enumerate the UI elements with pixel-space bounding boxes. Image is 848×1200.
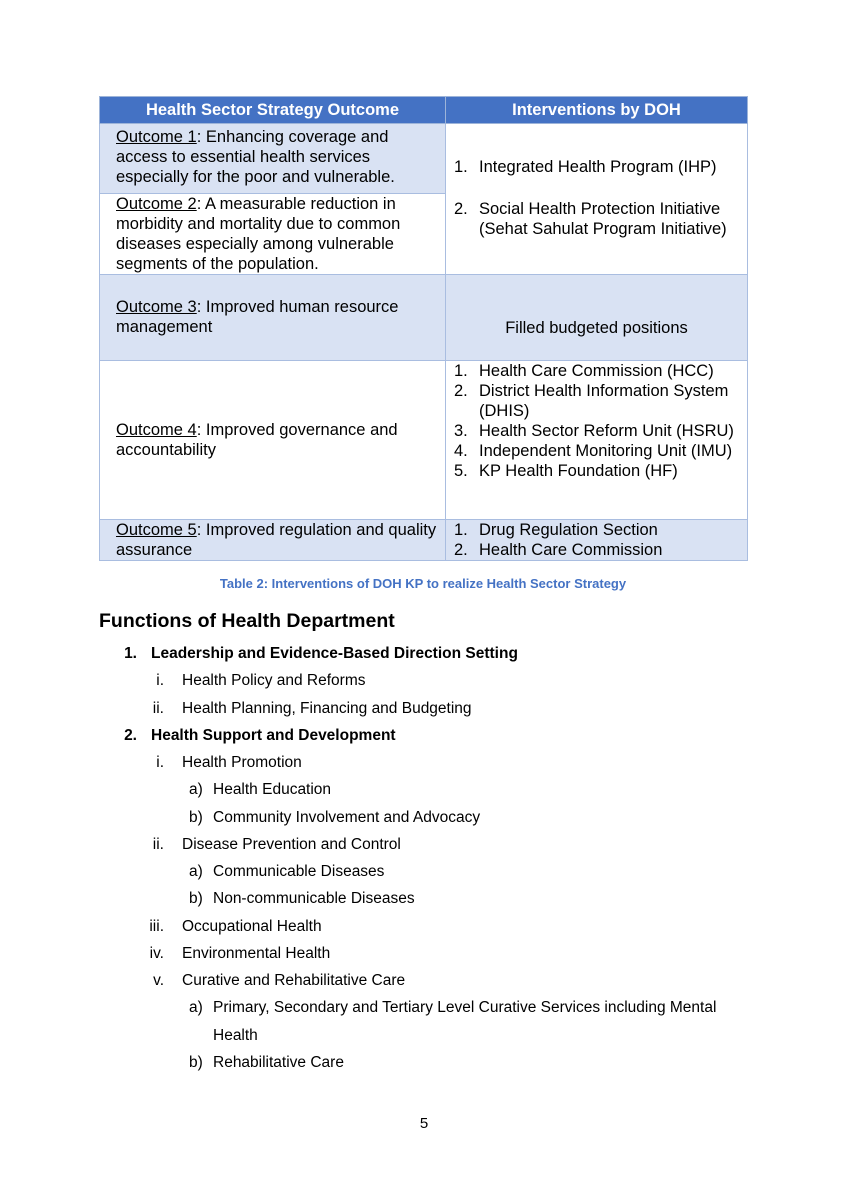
- list-item-text: Health Planning, Financing and Budgeting: [182, 700, 472, 717]
- list-marker: ii.: [152, 700, 164, 717]
- list-marker: i.: [156, 672, 164, 689]
- interventions-3-cell: [446, 275, 748, 361]
- outcome-2-text: : A measurable reduction in morbidity and mortality due to common diseases especially among vulnerable segments of the population.: [116, 195, 401, 273]
- interventions-1-2-list: [452, 157, 741, 239]
- list-item-text: Community Involvement and Advocacy: [213, 809, 481, 826]
- list-marker: 1.: [124, 645, 137, 662]
- interventions-table: [99, 96, 748, 561]
- table-row: [100, 361, 748, 520]
- interventions-4-list: [452, 361, 741, 481]
- list-item-text: Curative and Rehabilitative Care: [182, 972, 406, 989]
- list-item-text: Health: [213, 1027, 258, 1044]
- header-interventions: Interventions by DOH: [446, 97, 748, 124]
- outcome-2-label: Outcome 2: [116, 195, 197, 213]
- list-marker: b): [189, 890, 203, 907]
- list-marker: iii.: [149, 918, 164, 935]
- list-item: 3. Health Sector Reform Unit (HSRU): [454, 422, 734, 440]
- outcome-5-text: : Improved regulation and quality assurance: [116, 521, 437, 559]
- list-marker: v.: [153, 972, 164, 989]
- outcome-4-label: Outcome 4: [116, 421, 197, 439]
- outcome-5-cell: [100, 520, 446, 561]
- list-marker: a): [189, 863, 203, 880]
- outcome-1-text: : Enhancing coverage and access to essential health services especially for the poor and vulnerable.: [116, 128, 395, 186]
- list-item-text: Rehabilitative Care: [213, 1054, 344, 1071]
- list-marker: b): [189, 809, 203, 826]
- list-marker: iv.: [149, 945, 164, 962]
- interventions-4-cell: [446, 361, 748, 520]
- table-row: [100, 520, 748, 561]
- list-item: 2. District Health Information System (DHIS): [454, 382, 729, 420]
- list-item: 1. Integrated Health Program (IHP): [454, 158, 717, 176]
- table-caption: Table 2: Interventions of DOH KP to realize Health Sector Strategy: [219, 576, 627, 591]
- outcome-2-cell: [100, 194, 446, 275]
- list-item: 5. KP Health Foundation (HF): [454, 462, 678, 480]
- outcome-3-cell: [100, 275, 446, 361]
- list-item-text: Non-communicable Diseases: [213, 890, 415, 907]
- header-strategy-outcome: Health Sector Strategy Outcome: [100, 97, 446, 124]
- list-item-text: Health Promotion: [182, 754, 302, 771]
- list-marker: i.: [156, 754, 164, 771]
- list-item-text: Communicable Diseases: [213, 863, 385, 880]
- table-row: [100, 124, 748, 194]
- list-item: 1. Health Care Commission (HCC): [454, 362, 714, 380]
- outcome-5-label: Outcome 5: [116, 521, 197, 539]
- outcome-1-label: Outcome 1: [116, 128, 197, 146]
- list-item-text: Leadership and Evidence-Based Direction Setting: [151, 645, 518, 662]
- interventions-3-text: Filled budgeted positions: [505, 319, 688, 337]
- outcome-1-cell: [100, 124, 446, 194]
- table-row: [100, 275, 748, 361]
- list-marker: 2.: [124, 727, 137, 744]
- interventions-1-2-cell: [446, 124, 748, 275]
- list-item-text: Environmental Health: [182, 945, 331, 962]
- list-item-text: Health Support and Development: [151, 727, 396, 744]
- interventions-5-list: [452, 520, 741, 560]
- list-item: 2. Social Health Protection Initiative (Sehat Sahulat Program Initiative): [454, 200, 727, 238]
- list-item-text: Primary, Secondary and Tertiary Level Curative Services including Mental: [213, 999, 717, 1016]
- list-marker: b): [189, 1054, 203, 1071]
- list-item: 1. Drug Regulation Section: [454, 521, 658, 539]
- list-item-text: Health Education: [213, 781, 332, 798]
- outcome-4-text: : Improved governance and accountability: [116, 421, 398, 459]
- list-item-text: Occupational Health: [182, 918, 322, 935]
- list-item-text: Health Policy and Reforms: [182, 672, 366, 689]
- interventions-5-cell: [446, 520, 748, 561]
- outcome-3-text: : Improved human resource management: [116, 298, 399, 336]
- list-item: 2. Health Care Commission: [454, 541, 663, 559]
- list-marker: a): [189, 999, 203, 1016]
- outcome-3-label: Outcome 3: [116, 298, 197, 316]
- list-item-text: Disease Prevention and Control: [182, 836, 401, 853]
- list-marker: ii.: [152, 836, 164, 853]
- section-title: Functions of Health Department: [99, 610, 395, 632]
- page-number: 5: [419, 1115, 429, 1132]
- list-item: 4. Independent Monitoring Unit (IMU): [454, 442, 733, 460]
- table-header-row: [100, 97, 748, 124]
- list-marker: a): [189, 781, 203, 798]
- outcome-4-cell: [100, 361, 446, 520]
